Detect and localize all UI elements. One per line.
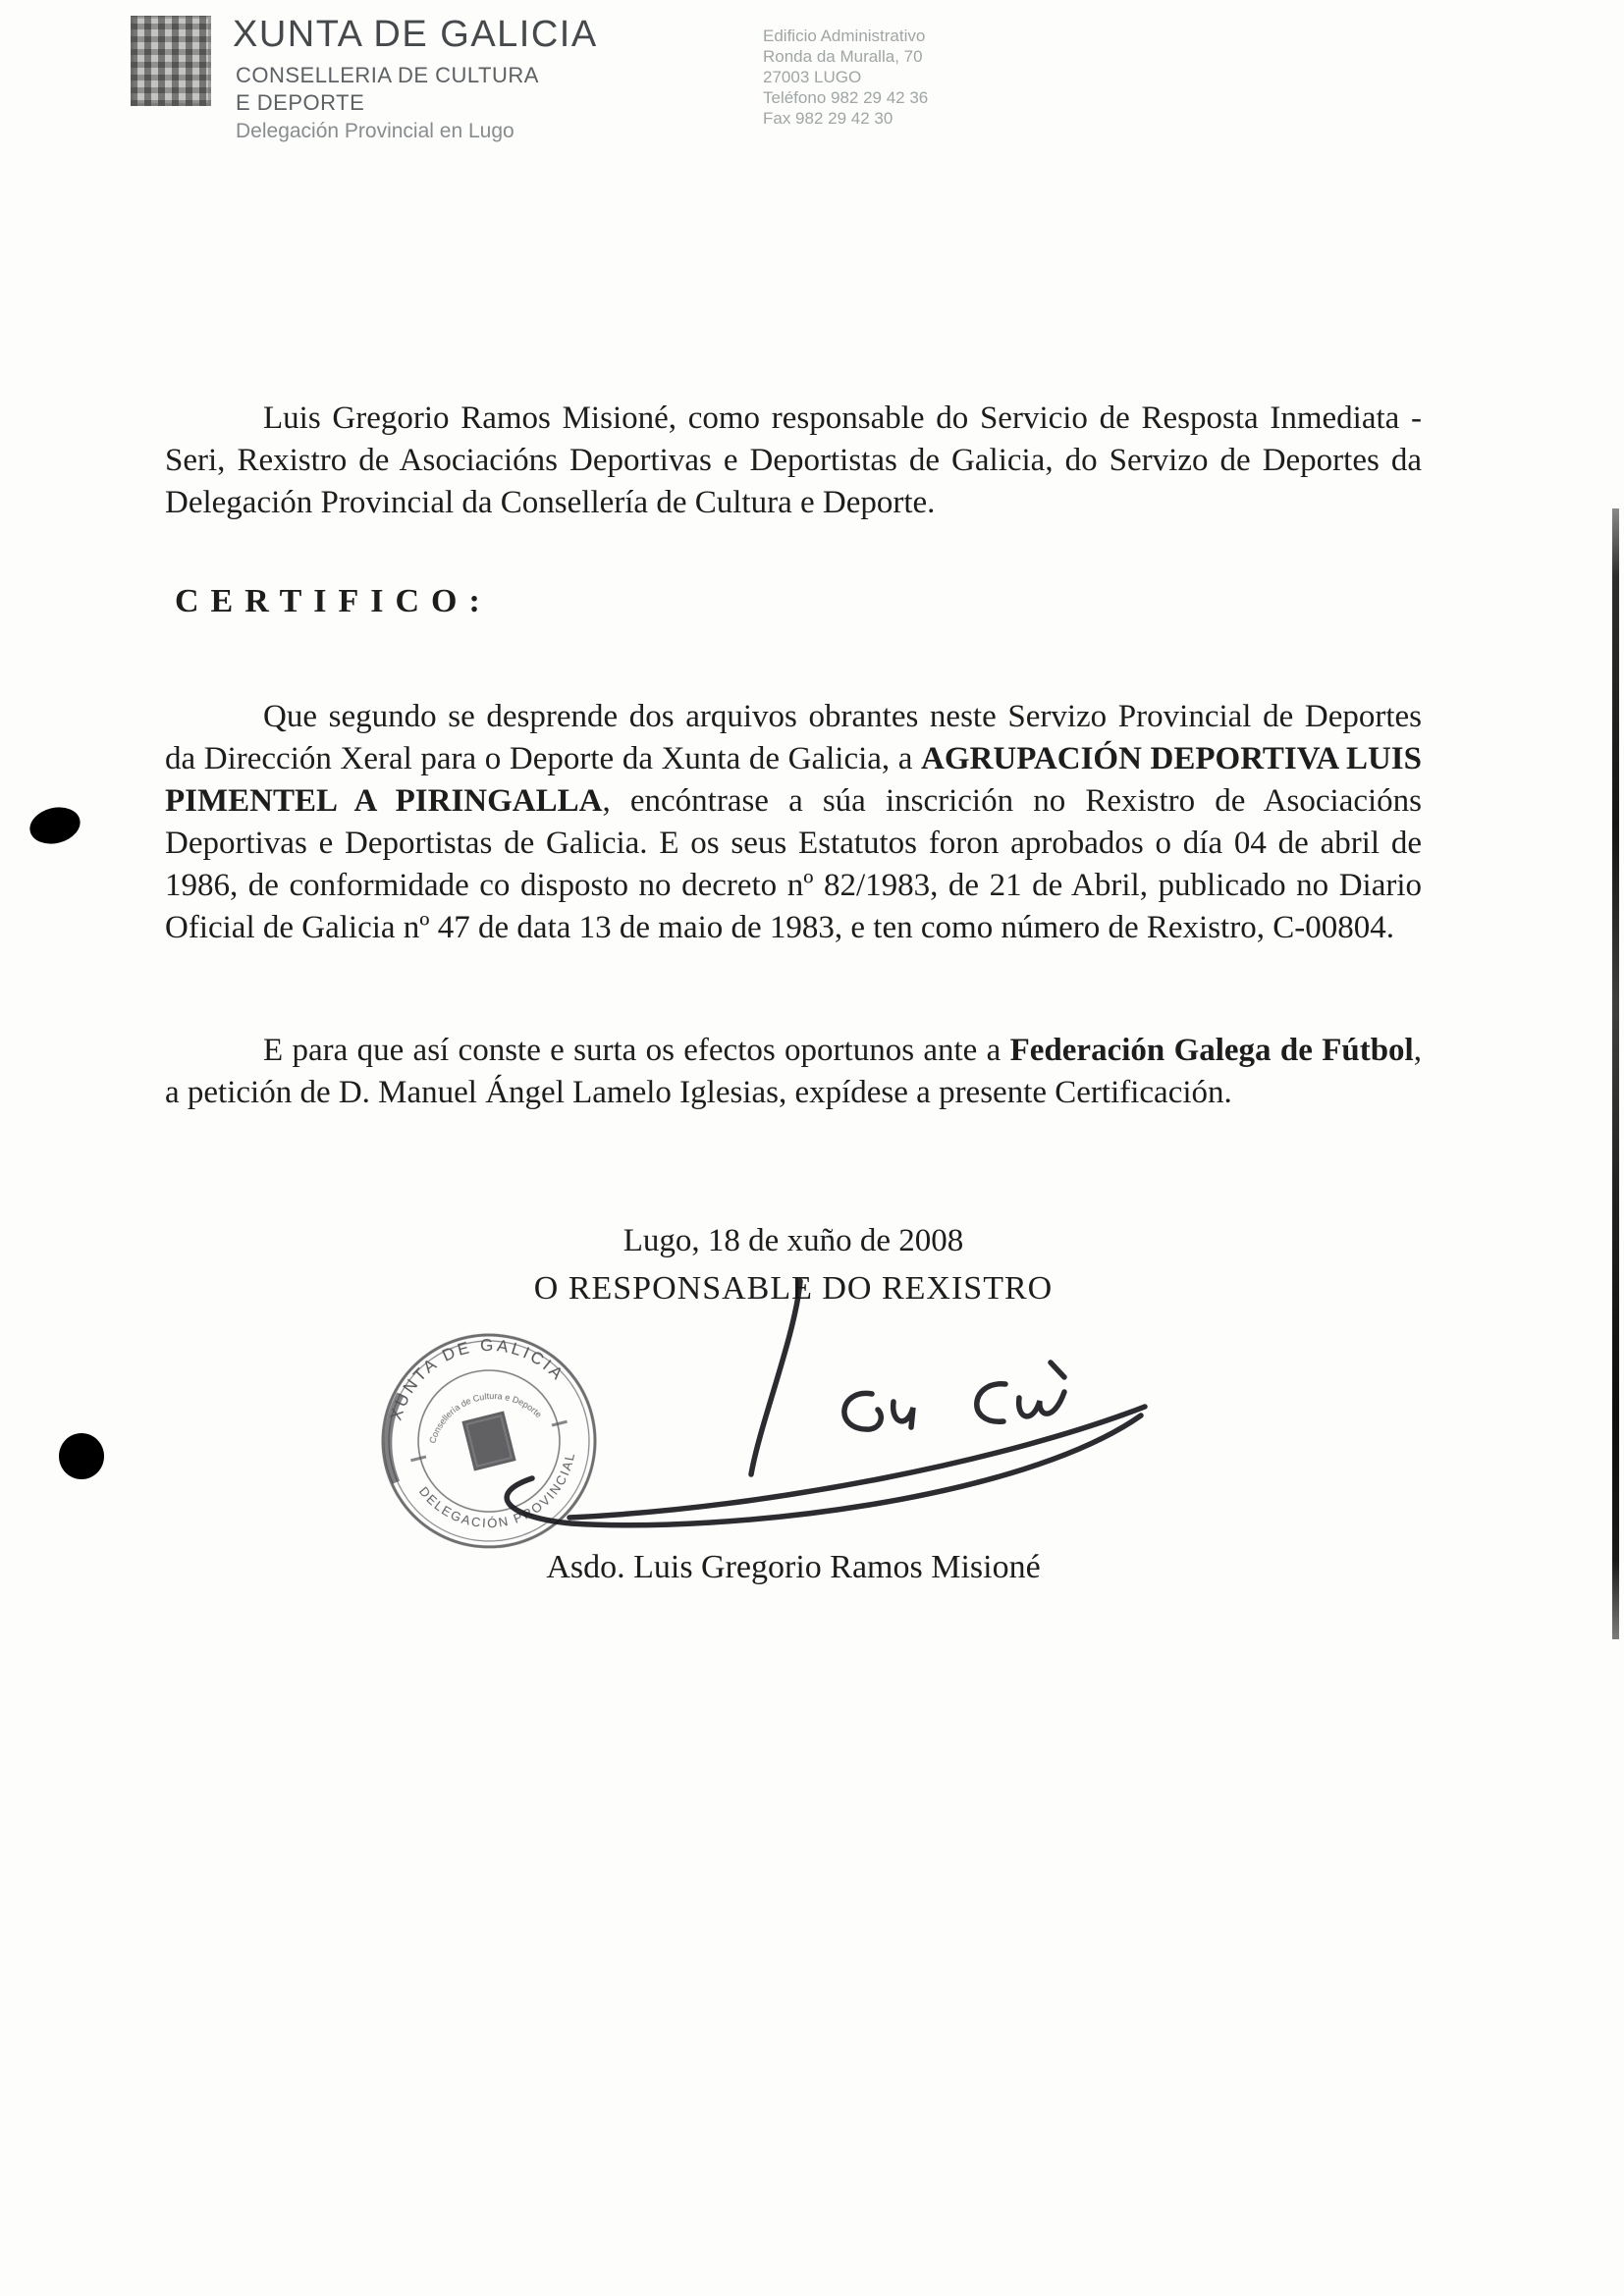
stamp-ring-top-text: XUNTA DE GALICIA [386, 1335, 568, 1423]
paragraph-text: E para que así conste e surta os efectos oportunos ante a [263, 1033, 1010, 1068]
address-line: Teléfono 982 29 42 36 [763, 88, 929, 107]
hole-punch-mark [26, 802, 83, 849]
closing-paragraph [165, 1030, 1422, 1114]
xunta-emblem-logo-icon [131, 16, 211, 106]
stamp-inner-text: Consellería de Cultura e Deporte [427, 1390, 544, 1445]
paragraph-text: , a petición de D. Manuel Ángel Lamelo Iglesias, expídese a presente Certificación. [165, 1033, 1422, 1110]
signed-by-line: Asdo. Luis Gregorio Ramos Misioné [546, 1549, 1041, 1585]
org-name: XUNTA DE GALICIA [233, 14, 598, 55]
address-line: 27003 LUGO [763, 68, 862, 86]
place-date-line: Lugo, 18 de xuño de 2008 [623, 1223, 964, 1258]
intro-paragraph: Luis Gregorio Ramos Misioné, como responsable do Servicio de Resposta Inmediata - Seri, Rexistro de Asociacións Deportivas e Deportistas de Galicia, do Servizo de Deportes da Delegación Provincial da Consellería de Cultura e Deporte. [165, 400, 1422, 520]
scan-edge-artifact [1612, 508, 1619, 1639]
paragraph-text: , encóntrase a súa inscrición no Rexistro de Asociacións Deportivas e Deportistas de Galicia. E os seus Estatutos foron aprobados o día 04 de abril de 1986, de conformidade co disposto no decreto nº 82/1983, de 21 de Abril, publicado no Diario Oficial de Galicia nº 47 de data 13 de maio de 1983, e ten como número de Rexistro, C-00804. [165, 783, 1423, 945]
federation-name: Federación Galega de Fútbol [1009, 1033, 1414, 1068]
address-line: Ronda da Muralla, 70 [763, 47, 923, 66]
department-line-1: CONSELLERIA DE CULTURA [236, 63, 539, 87]
certify-heading: CERTIFICO: [175, 583, 492, 619]
department-line-2: E DEPORTE [236, 90, 365, 115]
address-line: Edificio Administrativo [763, 27, 926, 45]
paragraph-text: Que segundo se desprende dos arquivos obrantes neste Servizo Provincial de Deportes da Dirección Xeral para o Deporte da Xunta de Galicia, a [165, 699, 1422, 776]
entity-name: AGRUPACIÓN DEPORTIVA LUIS PIMENTEL A PIRINGALLA [165, 741, 1422, 819]
hole-punch-mark [59, 1433, 104, 1479]
stamp-ring-bottom-text: DELEGACIÓN PROVINCIAL [415, 1450, 578, 1531]
certification-paragraph [165, 696, 1422, 949]
address-block [763, 26, 928, 129]
signature [422, 1247, 1188, 1585]
address-line: Fax 982 29 42 30 [763, 109, 893, 128]
signer-role-line: O RESPONSABLE DO REXISTRO [533, 1270, 1054, 1307]
delegation-line: Delegación Provincial en Lugo [236, 120, 514, 142]
